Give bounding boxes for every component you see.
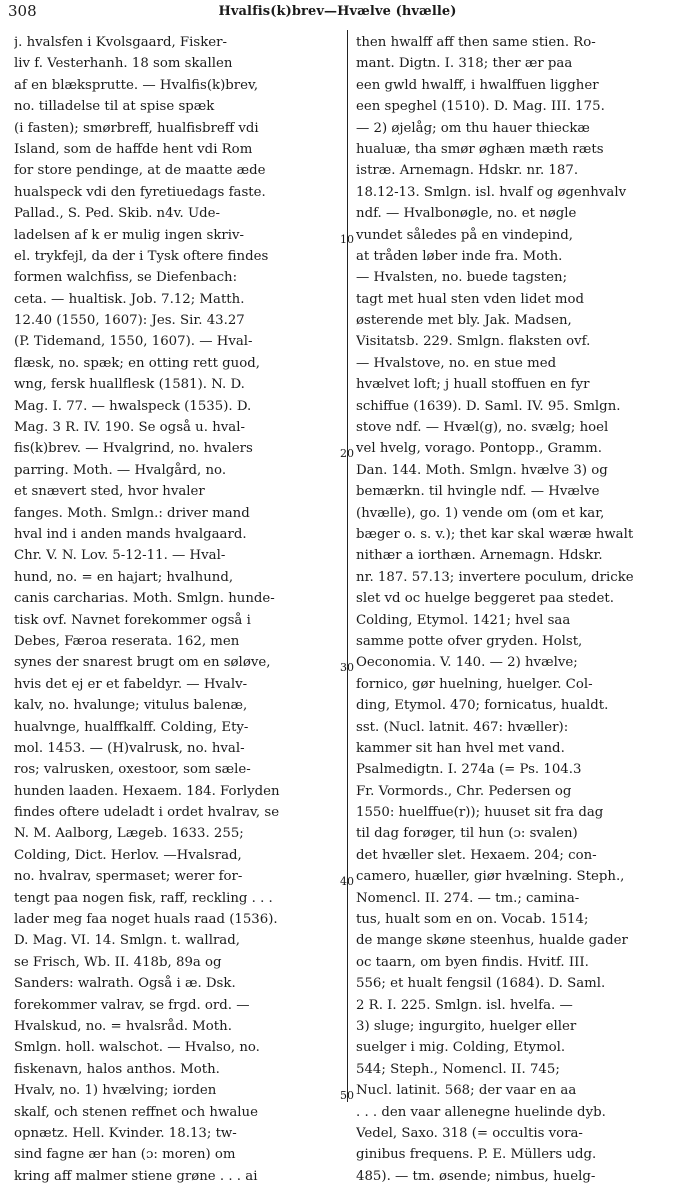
- text-line: tengt paa nogen fisk, raff, reckling . . .: [14, 890, 273, 906]
- text-line: istræ. Arnemagn. Hdskr. nr. 187.: [356, 163, 579, 179]
- text-line: Oeconomia. V. 140. — 2) hvælve;: [356, 655, 578, 671]
- text-line: 556; et hualt fengsil (1684). D. Saml.: [356, 976, 606, 992]
- text-line: sind fagne ær han (ɔ: moren) om: [14, 1147, 236, 1163]
- text-line: bemærkn. til hvingle ndf. — Hvælve: [356, 484, 600, 500]
- text-line: Nucl. latinit. 568; der vaar en aa: [356, 1083, 577, 1099]
- text-line: nithær a iorthæn. Arnemagn. Hdskr.: [356, 548, 603, 564]
- text-line: for store pendinge, at de maatte æde: [14, 163, 266, 179]
- text-line: Nomencl. II. 274. — tm.; camina-: [356, 890, 580, 906]
- text-line: hund, no. = en hajart; hvalhund,: [14, 569, 234, 585]
- text-line: Mag. I. 77. — hwalspeck (1535). D.: [14, 398, 252, 414]
- text-line: hval ind i anden mands hvalgaard.: [14, 526, 247, 542]
- text-line: samme potte ofver gryden. Holst,: [356, 633, 583, 649]
- text-line: slet vd oc huelge beggeret paa stedet.: [356, 591, 614, 607]
- text-line: camero, huæller, giør hvælning. Steph.,: [356, 869, 625, 885]
- text-line: schiffue (1639). D. Saml. IV. 95. Smlgn.: [356, 398, 621, 414]
- text-line: tagt met hual sten vden lidet mod: [356, 291, 585, 307]
- text-line: af en blæksprutte. — Hvalfis(k)brev,: [14, 77, 259, 93]
- text-line: 544; Steph., Nomencl. II. 745;: [356, 1061, 560, 1077]
- text-line: mant. Digtn. I. 318; ther ær paa: [356, 56, 573, 72]
- column-divider: [347, 30, 348, 1102]
- line-number: 10: [340, 232, 354, 246]
- text-line: hualvnge, hualffkalff. Colding, Ety-: [14, 719, 249, 735]
- text-line: . . . den vaar allenegne huelinde dyb.: [356, 1104, 606, 1120]
- line-number: 20: [340, 446, 354, 460]
- page-number: 308: [8, 2, 37, 20]
- running-head: Hvalfis(k)brev—Hvælve (hvælle): [218, 4, 457, 19]
- text-line: no. hvalrav, spermaset; werer for-: [14, 869, 243, 885]
- text-line: vel hvelg, vorago. Pontopp., Gramm.: [356, 441, 602, 457]
- text-line: een speghel (1510). D. Mag. III. 175.: [356, 99, 605, 115]
- text-line: flæsk, no. spæk; en otting rett guod,: [14, 355, 260, 371]
- text-line: hvis det ej er et fabeldyr. — Hvalv-: [14, 676, 248, 692]
- text-line: no. tilladelse til at spise spæk: [14, 99, 215, 115]
- text-line: Debes, Færoa reserata. 162, men: [14, 633, 240, 649]
- text-line: 3) sluge; ingurgito, huelger eller: [356, 1018, 577, 1034]
- text-line: j. hvalsfen i Kvolsgaard, Fisker-: [14, 35, 228, 50]
- text-line: Fr. Vormords., Chr. Pedersen og: [356, 783, 572, 799]
- text-line: liv f. Vesterhanh. 18 som skallen: [14, 56, 233, 72]
- right-column: [340, 32, 667, 1187]
- text-line: Dan. 144. Moth. Smlgn. hvælve 3) og: [356, 462, 608, 478]
- text-line: — Hvalstove, no. en stue med: [356, 355, 557, 371]
- text-line: Visitatsb. 229. Smlgn. flaksten ovf.: [356, 334, 591, 350]
- text-line: kring aff malmer stiene grøne . . . ai: [14, 1168, 258, 1184]
- text-line: formen walchfiss, se Diefenbach:: [14, 270, 238, 286]
- text-line: kalv, no. hvalunge; vitulus balenæ,: [14, 698, 248, 714]
- text-line: hualuæ, tha smør øghæn mæth ræts: [356, 141, 604, 157]
- text-line: hunden laaden. Hexaem. 184. Forlyden: [14, 783, 280, 799]
- text-line: Pallad., S. Ped. Skib. n4v. Ude-: [14, 206, 221, 222]
- text-line: el. trykfejl, da der i Tysk oftere findes: [14, 248, 269, 264]
- text-line: 12.40 (1550, 1607): Jes. Sir. 43.27: [14, 313, 245, 329]
- text-line: tisk ovf. Navnet forekommer også i: [14, 612, 251, 628]
- text-line: (hvælle), go. 1) vende om (om et kar,: [356, 505, 605, 521]
- text-line: tus, hualt som en on. Vocab. 1514;: [356, 912, 589, 928]
- text-line: (i fasten); smørbreff, hualfisbreff vdi: [14, 120, 259, 136]
- text-line: Chr. V. N. Lov. 5-12-11. — Hval-: [14, 548, 226, 564]
- text-line: Hvalskud, no. = hvalsråd. Moth.: [14, 1018, 232, 1034]
- text-line: hvælvet loft; j huall stoffuen en fyr: [356, 377, 590, 393]
- text-line: N. M. Aalborg, Lægeb. 1633. 255;: [14, 826, 244, 842]
- left-column: [14, 32, 340, 1187]
- text-line: lader meg faa noget huals raad (1536).: [14, 912, 278, 928]
- text-line: Island, som de haffde hent vdi Rom: [14, 141, 253, 157]
- text-line: — Hvalsten, no. buede tagsten;: [356, 270, 568, 286]
- text-line: til dag forøger, til hun (ɔ: svalen): [356, 826, 578, 842]
- text-line: 2 R. I. 225. Smlgn. isl. hvelfa. —: [356, 997, 573, 1013]
- text-line: ding, Etymol. 470; fornicatus, hualdt.: [356, 698, 609, 714]
- line-number: 40: [340, 874, 354, 888]
- text-line: D. Mag. VI. 14. Smlgn. t. wallrad,: [14, 933, 240, 949]
- text-line: Colding, Etymol. 1421; hvel saa: [356, 612, 571, 628]
- text-line: et snævert sted, hvor hvaler: [14, 484, 205, 500]
- text-line: opnætz. Hell. Kvinder. 18.13; tw-: [14, 1125, 237, 1141]
- text-line: østerende met bly. Jak. Madsen,: [356, 313, 572, 329]
- text-line: Hvalv, no. 1) hvælving; iorden: [14, 1083, 217, 1099]
- text-line: then hwalff aff then same stien. Ro-: [356, 35, 596, 50]
- text-line: skalf, och stenen reffnet och hwalue: [14, 1104, 258, 1120]
- text-line: nr. 187. 57.13; invertere poculum, dricke: [356, 569, 634, 585]
- text-line: oc taarn, om byen findis. Hvitf. III.: [356, 954, 589, 970]
- text-line: fis(k)brev. — Hvalgrind, no. hvalers: [14, 441, 253, 457]
- text-line: se Frisch, Wb. II. 418b, 89a og: [14, 954, 222, 970]
- text-line: det hvæller slet. Hexaem. 204; con-: [356, 847, 597, 863]
- text-line: canis carcharias. Moth. Smlgn. hunde-: [14, 591, 275, 607]
- line-number: 50: [340, 1088, 354, 1102]
- text-line: een gwld hwalff, i hwalffuen liggher: [356, 77, 599, 93]
- text-line: (P. Tidemand, 1550, 1607). — Hval-: [14, 334, 253, 350]
- text-line: mol. 1453. — (H)valrusk, no. hval-: [14, 740, 245, 756]
- text-line: sst. (Nucl. latnit. 467: hvæller):: [356, 719, 569, 735]
- text-line: — 2) øjelåg; om thu hauer thieckæ: [356, 120, 590, 136]
- text-line: Vedel, Saxo. 318 (= occultis vora-: [356, 1125, 583, 1141]
- text-line: ndf. — Hvalbonøgle, no. et nøgle: [356, 206, 577, 222]
- text-line: ceta. — hualtisk. Job. 7.12; Matth.: [14, 291, 245, 307]
- text-line: de mange skøne steenhus, hualde gader: [356, 933, 628, 949]
- text-line: forekommer valrav, se frgd. ord. —: [14, 997, 250, 1013]
- text-line: ros; valrusken, oxestoor, som sæle-: [14, 762, 251, 778]
- text-line: Smlgn. holl. walschot. — Hvalso, no.: [14, 1040, 260, 1056]
- text-line: fanges. Moth. Smlgn.: driver mand: [14, 505, 250, 521]
- text-line: 485). — tm. øsende; nimbus, huelg-: [356, 1168, 596, 1184]
- text-line: 1550: huelffue(r)); huuset sit fra dag: [356, 805, 604, 821]
- text-line: parring. Moth. — Hvalgård, no.: [14, 462, 227, 478]
- text-line: bæger o. s. v.); thet kar skal wæræ hwalt: [356, 526, 634, 542]
- text-line: vundet således på en vindepind,: [356, 227, 573, 243]
- text-line: synes der snarest brugt om en søløve,: [14, 655, 271, 671]
- page-header: [8, 2, 667, 24]
- text-line: kammer sit han hvel met vand.: [356, 740, 565, 756]
- text-line: Sanders: walrath. Også i æ. Dsk.: [14, 976, 236, 992]
- text-line: hualspeck vdi den fyretiuedags faste.: [14, 184, 266, 200]
- text-line: findes oftere udeladt i ordet hvalrav, se: [14, 805, 280, 821]
- text-line: 18.12-13. Smlgn. isl. hvalf og øgenhvalv: [356, 184, 627, 200]
- text-line: wng, fersk huallflesk (1581). N. D.: [14, 377, 245, 393]
- text-line: at tråden løber inde fra. Moth.: [356, 248, 563, 264]
- line-number: 30: [340, 660, 354, 674]
- text-line: fornico, gør huelning, huelger. Col-: [356, 676, 593, 692]
- text-line: ginibus frequens. P. E. Müllers udg.: [356, 1147, 597, 1163]
- text-line: stove ndf. — Hvæl(g), no. svælg; hoel: [356, 420, 609, 436]
- text-line: Colding, Dict. Herlov. —Hvalsrad,: [14, 847, 242, 863]
- text-line: ladelsen af k er mulig ingen skriv-: [14, 227, 245, 243]
- text-line: Mag. 3 R. IV. 190. Se også u. hval-: [14, 420, 245, 436]
- text-line: fiskenavn, halos anthos. Moth.: [14, 1061, 220, 1077]
- text-line: Psalmedigtn. I. 274a (= Ps. 104.3: [356, 762, 582, 778]
- text-line: suelger i mig. Colding, Etymol.: [356, 1040, 566, 1056]
